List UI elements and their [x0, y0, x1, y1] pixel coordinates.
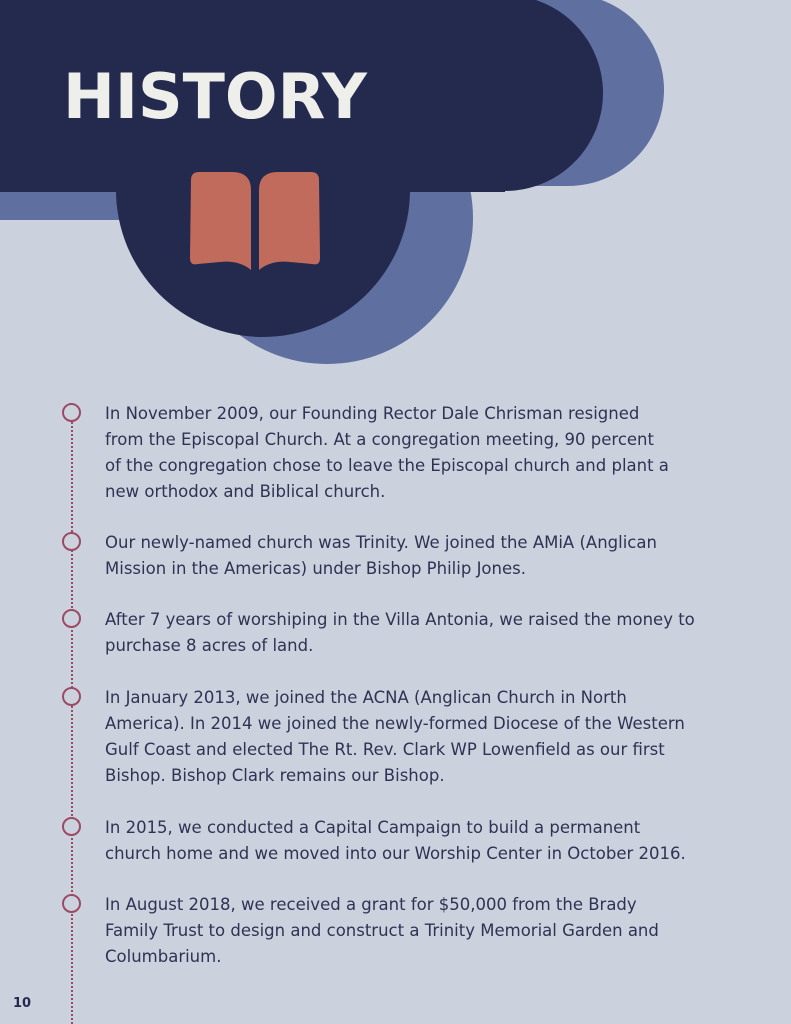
text-line: from the Episcopal Church. At a congregation meeting, 90 percent [105, 430, 654, 449]
page-title: HISTORY [63, 60, 367, 133]
timeline-marker-circle [62, 403, 81, 422]
timeline-marker-circle [62, 817, 81, 836]
timeline-entry-text [105, 607, 765, 659]
text-line: In January 2013, we joined the ACNA (Anglican Church in North [105, 688, 627, 707]
text-line: Family Trust to design and construct a Trinity Memorial Garden and [105, 921, 659, 940]
timeline-entry-text [105, 685, 765, 789]
text-line: Our newly-named church was Trinity. We joined the AMiA (Anglican [105, 533, 657, 552]
timeline-marker-circle [62, 532, 81, 551]
text-line: Gulf Coast and elected The Rt. Rev. Clark WP Lowenfield as our first [105, 740, 665, 759]
text-line: new orthodox and Biblical church. [105, 482, 386, 501]
timeline-entry-text [105, 815, 765, 867]
page-number: 10 [13, 996, 32, 1011]
timeline-entry-text [105, 401, 765, 505]
timeline-marker-circle [62, 687, 81, 706]
text-line: Bishop. Bishop Clark remains our Bishop. [105, 766, 445, 785]
text-line: After 7 years of worshiping in the Villa Antonia, we raised the money to [105, 610, 695, 629]
text-line: In 2015, we conducted a Capital Campaign to build a permanent [105, 818, 641, 837]
timeline-entry-text [105, 892, 765, 970]
timeline-dotted-line [71, 418, 73, 1024]
header-cloud-shape [0, 0, 791, 380]
text-line: of the congregation chose to leave the Episcopal church and plant a [105, 456, 669, 475]
text-line: Columbarium. [105, 947, 222, 966]
text-line: In August 2018, we received a grant for $50,000 from the Brady [105, 895, 637, 914]
text-line: purchase 8 acres of land. [105, 636, 314, 655]
timeline-marker-circle [62, 894, 81, 913]
text-line: Mission in the Americas) under Bishop Philip Jones. [105, 559, 526, 578]
timeline-entry-text [105, 530, 765, 582]
timeline-marker-circle [62, 609, 81, 628]
text-line: America). In 2014 we joined the newly-formed Diocese of the Western [105, 714, 685, 733]
text-line: In November 2009, our Founding Rector Dale Chrisman resigned [105, 404, 640, 423]
text-line: church home and we moved into our Worship Center in October 2016. [105, 844, 686, 863]
cloud-main [0, 0, 603, 337]
